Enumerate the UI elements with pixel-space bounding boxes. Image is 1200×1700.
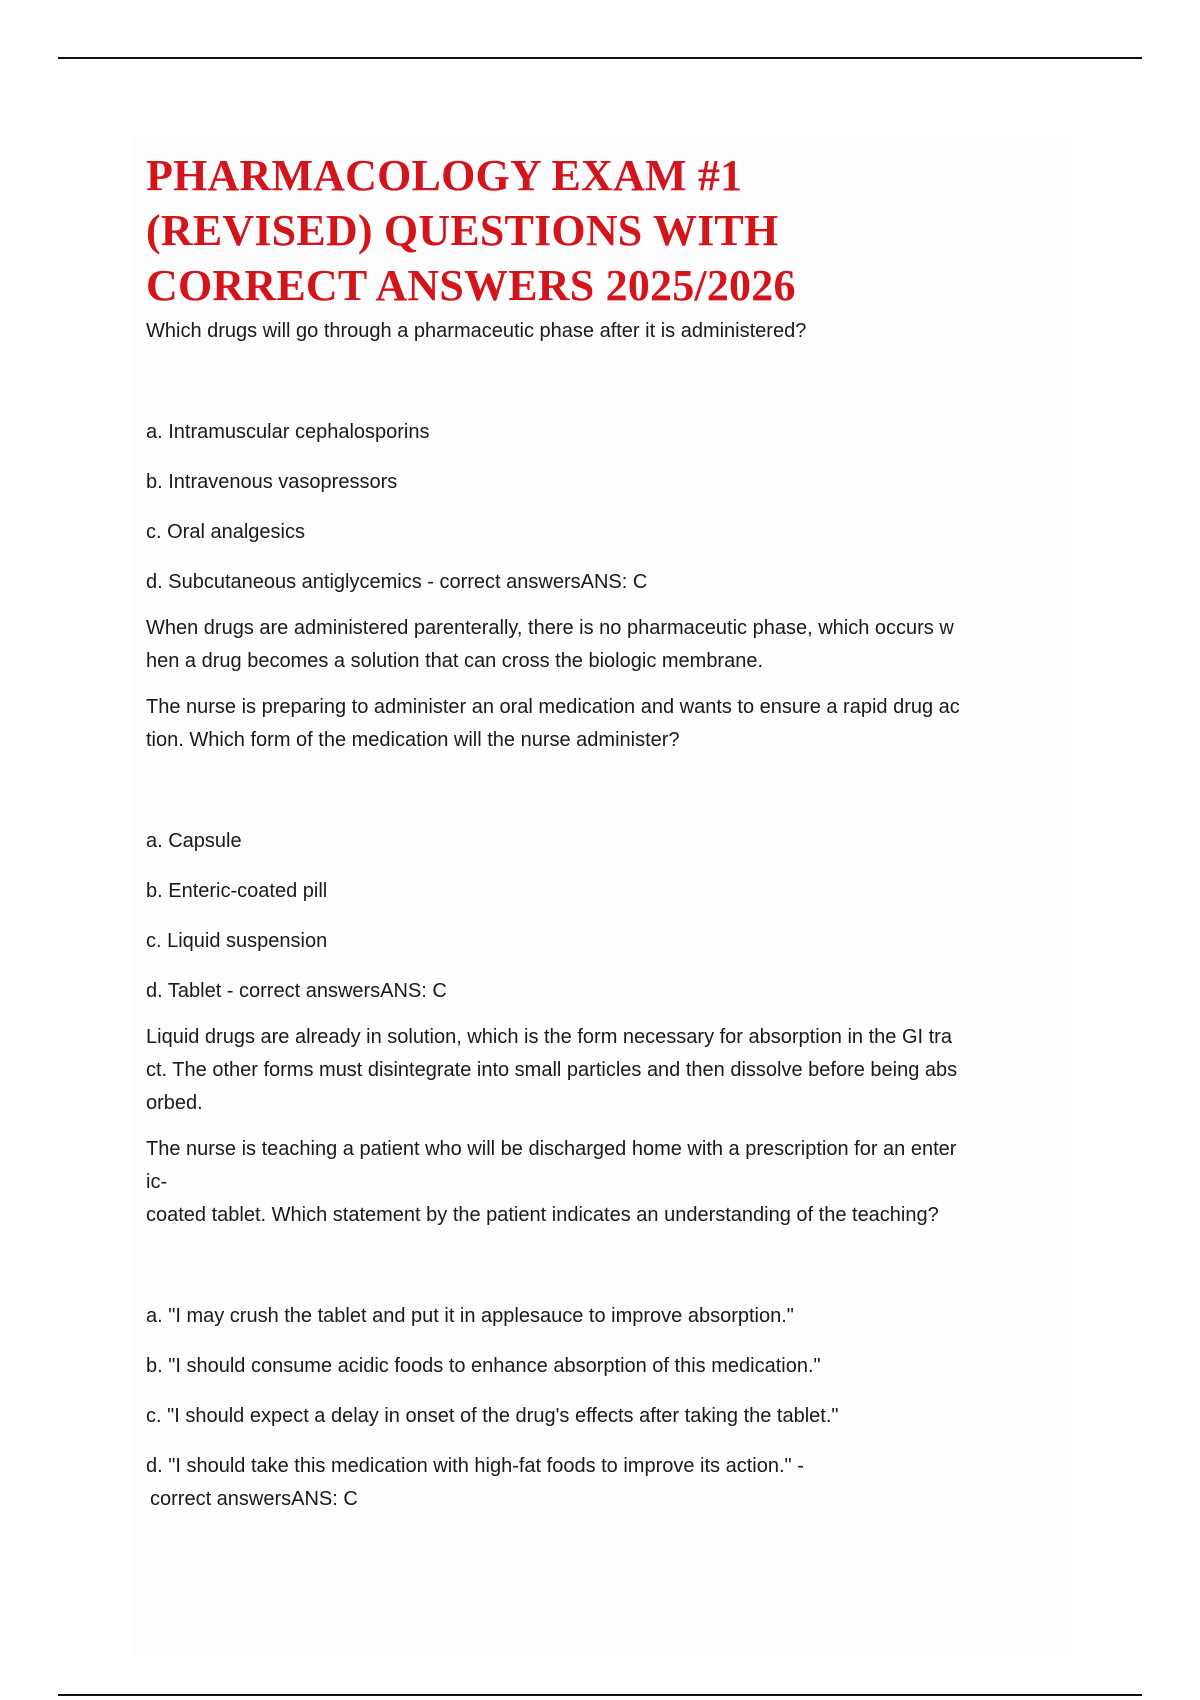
question-line: ic- [146,1171,168,1193]
question-line: coated tablet. Which statement by the patient indicates an understanding of the teaching? [146,1204,939,1226]
document-title [146,148,1066,313]
title-line: PHARMACOLOGY EXAM #1 [146,151,743,200]
question-3-option-b: b. "I should consume acidic foods to enhance absorption of this medication." [146,1355,821,1377]
question-1-option-a: a. Intramuscular cephalosporins [146,421,430,443]
question-line: tion. Which form of the medication will the nurse administer? [146,729,680,751]
document-content [146,148,1066,1516]
option-line: d. "I should take this medication with high-fat foods to improve its action." - [146,1455,804,1477]
explanation-line: ct. The other forms must disintegrate into small particles and then dissolve before being abs [146,1059,958,1081]
question-line: The nurse is teaching a patient who will be discharged home with a prescription for an enter [146,1138,957,1160]
title-line: (REVISED) QUESTIONS WITH [146,206,779,255]
explanation-line: hen a drug becomes a solution that can cross the biologic membrane. [146,650,764,672]
explanation-line: orbed. [146,1092,203,1114]
question-1-option-b: b. Intravenous vasopressors [146,471,398,493]
bottom-rule [58,1694,1142,1696]
question-3-text [146,1133,1066,1232]
explanation-line: When drugs are administered parenterally, there is no pharmaceutic phase, which occurs w [146,617,954,639]
question-line: Which drugs will go through a pharmaceutic phase after it is administered? [146,320,807,342]
title-line: CORRECT ANSWERS 2025/2026 [146,261,796,310]
question-2-option-c: c. Liquid suspension [146,930,328,952]
question-3-option-a: a. "I may crush the tablet and put it in applesauce to improve absorption." [146,1305,794,1327]
question-1-option-c: c. Oral analgesics [146,521,305,543]
question-3-option-c: c. "I should expect a delay in onset of the drug's effects after taking the tablet." [146,1405,839,1427]
explanation-line: Liquid drugs are already in solution, which is the form necessary for absorption in the GI tra [146,1026,952,1048]
top-rule [58,57,1142,59]
question-1-option-d: d. Subcutaneous antiglycemics - correct answersANS: C [146,571,648,593]
question-3-option-d [146,1450,1066,1516]
question-line: The nurse is preparing to administer an oral medication and wants to ensure a rapid drug ac [146,696,960,718]
question-2-text [146,691,1066,757]
question-2-explanation [146,1021,1066,1120]
question-1-text [146,315,1066,348]
question-1-explanation [146,612,1066,678]
question-3-answer: correct answersANS: C [150,1488,358,1510]
question-2-option-a: a. Capsule [146,830,242,852]
question-2-option-d: d. Tablet - correct answersANS: C [146,980,447,1002]
question-2-option-b: b. Enteric-coated pill [146,880,328,902]
